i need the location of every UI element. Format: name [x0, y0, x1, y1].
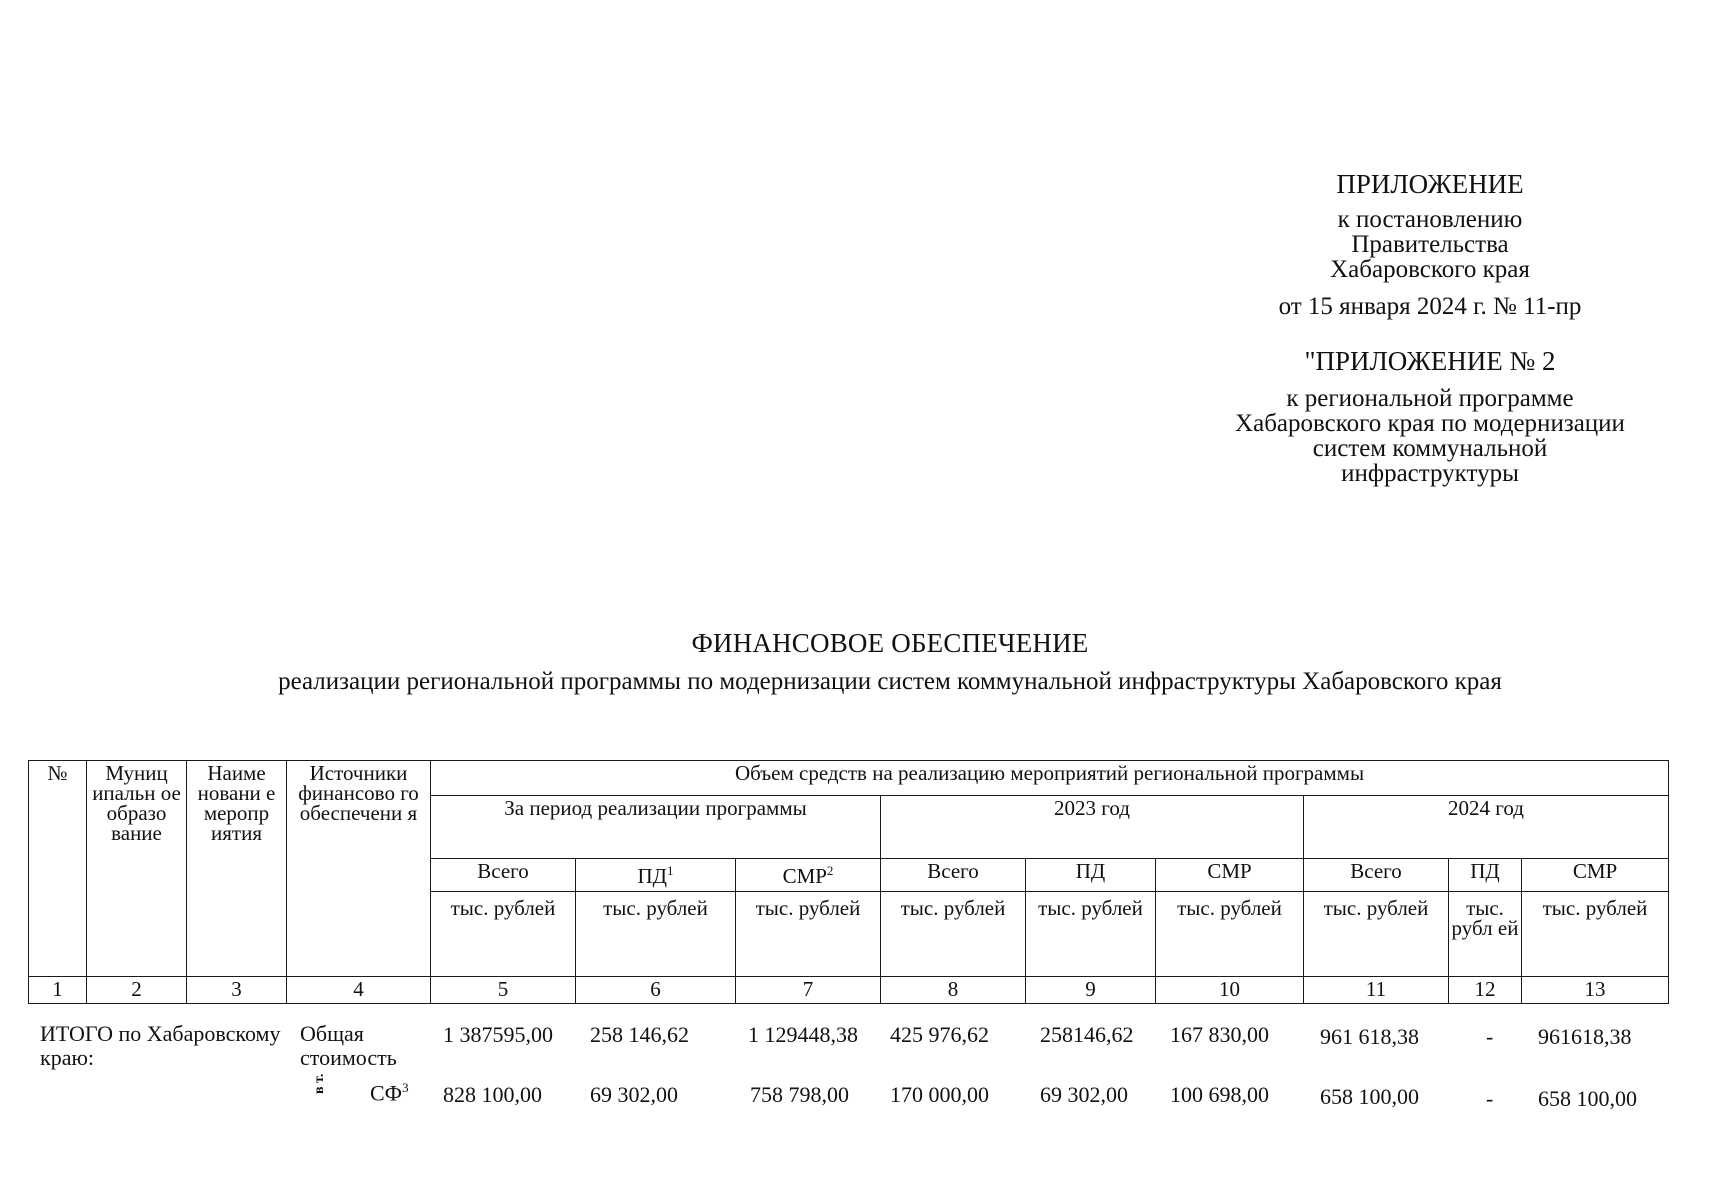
header-no: № — [29, 761, 87, 977]
value-cell: 1 129448,38 — [748, 1022, 858, 1047]
header-smr: СМР — [1156, 859, 1304, 892]
column-number: 11 — [1304, 977, 1449, 1004]
column-number: 9 — [1026, 977, 1156, 1004]
column-number: 6 — [576, 977, 736, 1004]
appendix-line: к региональной программе — [1286, 385, 1574, 412]
appendix-line: Хабаровского края по модернизации — [1235, 410, 1625, 437]
header-unit: тыс. рублей — [736, 892, 881, 977]
header-unit: тыс. рублей — [881, 892, 1026, 977]
header-unit: тыс. рублей — [1304, 892, 1449, 977]
appendix-heading: ПРИЛОЖЕНИЕ — [1336, 169, 1524, 199]
value-cell: 170 000,00 — [890, 1082, 989, 1107]
header-period-2023: 2023 год — [881, 796, 1304, 859]
value-cell: - — [1486, 1086, 1494, 1111]
appendix-line: Хабаровского края — [1330, 256, 1530, 283]
header-pd: ПД — [1449, 859, 1522, 892]
header-smr: СМР$^2$ — [736, 859, 881, 892]
column-number: 8 — [881, 977, 1026, 1004]
value-cell: 961618,38 — [1538, 1024, 1632, 1049]
row-source-total: Общая стоимость — [300, 1021, 397, 1070]
appendix-block — [1190, 169, 1670, 487]
value-cell: 961 618,38 — [1320, 1024, 1419, 1049]
value-cell: - — [1486, 1024, 1494, 1049]
header-sources: Источники финансово го обеспечени я — [287, 761, 431, 977]
value-cell: 758 798,00 — [750, 1082, 849, 1107]
value-cell: 69 302,00 — [1040, 1082, 1128, 1107]
value-cell: 828 100,00 — [443, 1082, 542, 1107]
document-title: ФИНАНСОВОЕ ОБЕСПЕЧЕНИЕ — [691, 628, 1089, 658]
appendix-line: инфраструктуры — [1341, 460, 1519, 487]
column-number: 1 — [29, 977, 87, 1004]
header-unit: тыс. рублей — [431, 892, 576, 977]
value-cell: 658 100,00 — [1538, 1086, 1637, 1111]
appendix-heading-2: "ПРИЛОЖЕНИЕ № 2 — [1304, 346, 1556, 376]
header-total: Всего — [1304, 859, 1449, 892]
column-number: 12 — [1449, 977, 1522, 1004]
financing-table — [28, 760, 1669, 1004]
column-number: 4 — [287, 977, 431, 1004]
header-unit: тыс. рублей — [1522, 892, 1669, 977]
header-total: Всего — [431, 859, 576, 892]
header-period-total: За период реализации программы — [431, 796, 881, 859]
header-municipality: Муниц ипальн ое образо вание — [87, 761, 187, 977]
header-unit: тыс. рублей — [1026, 892, 1156, 977]
header-period-2024: 2024 год — [1304, 796, 1669, 859]
column-number: 10 — [1156, 977, 1304, 1004]
appendix-date: от 15 января 2024 г. № 11-пр — [1278, 293, 1582, 320]
column-number: 3 — [187, 977, 287, 1004]
appendix-line: к постановлению — [1337, 206, 1523, 233]
appendix-line: Правительства — [1351, 231, 1509, 258]
header-unit: тыс. рубл ей — [1449, 892, 1522, 977]
value-cell: 1 387595,00 — [443, 1022, 553, 1047]
row-prefix-sf: в т. — [312, 1073, 327, 1094]
value-cell: 100 698,00 — [1170, 1082, 1269, 1107]
row-source-sf: $СФ^3$ — [370, 1080, 409, 1106]
header-smr: СМР — [1522, 859, 1669, 892]
header-total: Всего — [881, 859, 1026, 892]
header-pd: ПД — [1026, 859, 1156, 892]
header-pd: $ПД^1$ — [576, 859, 736, 892]
value-cell: 167 830,00 — [1170, 1022, 1269, 1047]
appendix-line: систем коммунальной — [1312, 435, 1548, 462]
header-unit: тыс. рублей — [576, 892, 736, 977]
column-number: 2 — [87, 977, 187, 1004]
document-subtitle: реализации региональной программы по модернизации систем коммунальной инфраструктуры Хабаровского края — [278, 668, 1502, 695]
value-cell: 258146,62 — [1040, 1022, 1134, 1047]
header-volume: Объем средств на реализацию мероприятий региональной программы — [431, 761, 1669, 796]
value-cell: 69 302,00 — [590, 1082, 678, 1107]
header-unit: тыс. рублей — [1156, 892, 1304, 977]
column-number: 5 — [431, 977, 576, 1004]
value-cell: 658 100,00 — [1320, 1084, 1419, 1109]
value-cell: 258 146,62 — [590, 1022, 689, 1047]
row-label-total: ИТОГО по Хабаровскому краю: — [40, 1021, 281, 1070]
column-number: 13 — [1522, 977, 1669, 1004]
header-event: Наиме новани е меропр иятия — [187, 761, 287, 977]
column-number: 7 — [736, 977, 881, 1004]
value-cell: 425 976,62 — [890, 1022, 989, 1047]
